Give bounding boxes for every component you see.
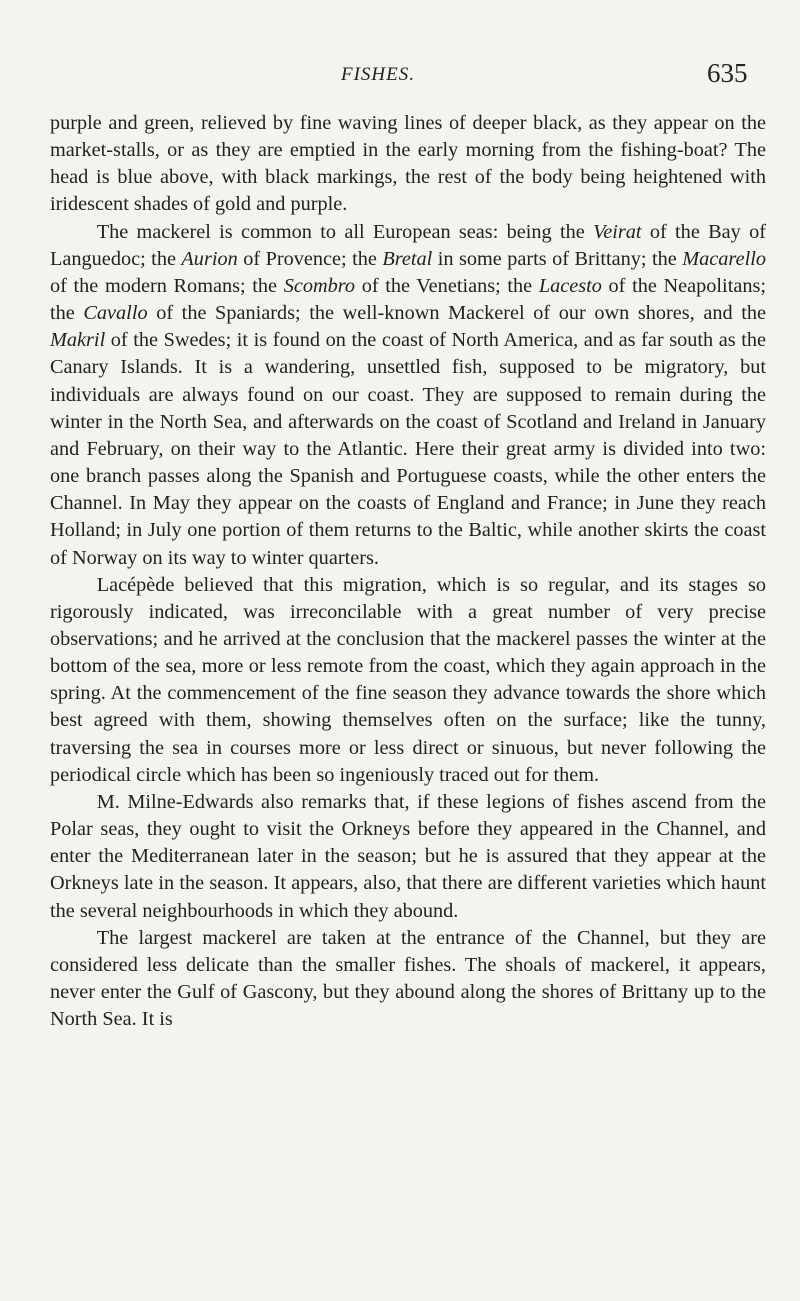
text-run: of Provence; the: [237, 247, 383, 270]
section-title: FISHES.: [341, 64, 416, 85]
paragraph-3: [50, 572, 766, 789]
italic-term: Cavallo: [83, 302, 148, 325]
text-run: of the Venetians; the: [355, 274, 539, 297]
text-run: The largest mackerel are taken at the entrance of the Channel, but they are considered less delicate than the smaller fishes. The shoals of mackerel, it appears, never enter the Gulf of Gascony, but they abound along the shores of Brittany up to the North Sea. It is: [50, 926, 766, 1031]
text-run: The mackerel is common to all European seas: being the: [96, 220, 594, 243]
text-run: in some parts of Brittany; the: [432, 247, 683, 270]
page-number: 635: [707, 58, 748, 88]
text-run: of the Swedes; it is found on the coast of North America, and as far south as the Canary Islands. It is a wandering, unsettled fish, supposed to be migratory, but individuals are always found on our coast. They are supposed to remain during the winter in the North Sea, and afterwards on the coast of Scotland and Ireland in January and February, on their way to the Atlantic. Here their great army is divided into two: one branch passes along the Spanish and Portuguese coasts, while the other enters the Channel. In May they appear on the coasts of England and France; in June they reach Holland; in July one portion of them returns to the Baltic, while another skirts the coast of Norway on its way to winter quarters.: [50, 329, 766, 569]
text-run: of the Neapolitans; the: [50, 274, 766, 325]
paragraph-5: [50, 925, 766, 1034]
italic-term: Makril: [50, 329, 106, 352]
text-run: M. Milne-Edwards also remarks that, if these legions of fishes ascend from the Polar seas, they ought to visit the Orkneys before they appeared in the Channel, and enter the Mediterranean later in the season; but he is assured that they appear at the Orkneys late in the season. It appears, also, that there are different varieties which haunt the several neighbourhoods in which they abound.: [50, 790, 766, 922]
running-head: [0, 58, 800, 98]
paragraph-4: [50, 789, 766, 925]
italic-term: Scombro: [283, 274, 356, 297]
italic-term: Macarello: [682, 247, 766, 270]
text-run: of the Bay of Languedoc; the: [50, 220, 766, 270]
text-run: of the modern Romans; the: [50, 274, 284, 297]
italic-term: Veirat: [593, 220, 642, 243]
paragraph-1: [50, 110, 766, 219]
text-run: of the Spaniards; the well-known Mackerel of our own shores, and the: [147, 302, 766, 325]
paragraph-2: [50, 219, 766, 572]
text-run: purple and green, relieved by fine waving lines of deeper black, as they appear on the market-stalls, or as they are emptied in the early morning from the fishing-boat? The head is blue above, with black markings, the rest of the body being heightened with iridescent shades of gold and purple.: [50, 112, 766, 216]
body-text: [50, 110, 766, 1033]
italic-term: Lacesto: [538, 274, 602, 297]
italic-term: Aurion: [181, 247, 238, 270]
italic-term: Bretal: [382, 247, 433, 270]
text-run: Lacépède believed that this migration, which is so regular, and its stages so rigorously indicated, was irreconcilable with a great number of very precise observations; and he arrived at the conclusion that the mackerel passes the winter at the bottom of the sea, more or less remote from the coast, which they again approach in the spring. At the commencement of the fine season they advance towards the shore which best agreed with them, showing themselves often on the surface; like the tunny, traversing the sea in courses more or less direct or sinuous, but never following the periodical circle which has been so ingeniously traced out for them.: [50, 573, 766, 786]
